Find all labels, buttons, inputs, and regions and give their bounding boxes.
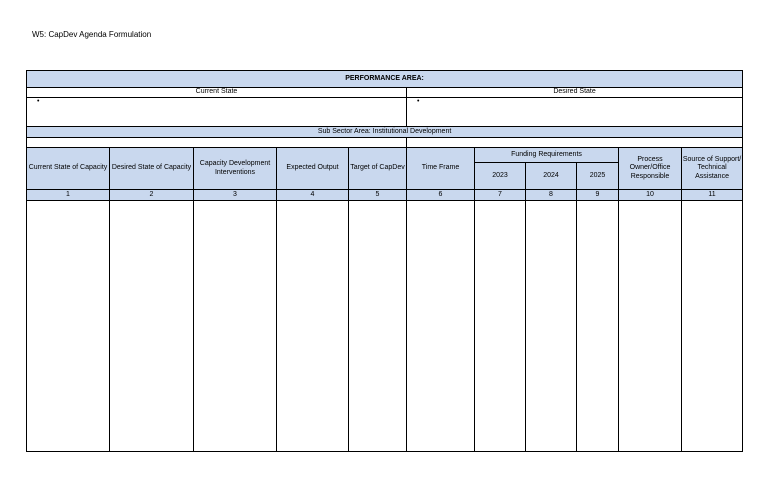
spacer-cell	[407, 138, 743, 148]
column-number: 11	[682, 190, 743, 201]
col-year-2023: 2023	[475, 163, 526, 190]
col-expected-output: Expected Output	[277, 148, 349, 190]
col-source-of-support: Source of Support/ Technical Assistance	[682, 148, 743, 190]
table-cell[interactable]	[577, 201, 619, 452]
desired-state-header: Desired State	[407, 88, 743, 98]
col-funding-requirements: Funding Requirements	[475, 148, 619, 163]
table-cell[interactable]	[682, 201, 743, 452]
column-number: 3	[194, 190, 277, 201]
column-number: 5	[349, 190, 407, 201]
table-cell[interactable]	[526, 201, 577, 452]
col-capdev-interventions: Capacity Development Interventions	[194, 148, 277, 190]
current-state-header: Current State	[27, 88, 407, 98]
column-number: 9	[577, 190, 619, 201]
table-cell[interactable]	[277, 201, 349, 452]
column-number: 1	[27, 190, 110, 201]
column-number: 10	[619, 190, 682, 201]
desired-state-cell[interactable]: •	[407, 98, 743, 127]
col-current-state: Current State of Capacity	[27, 148, 110, 190]
col-time-frame: Time Frame	[407, 148, 475, 190]
table-cell[interactable]	[619, 201, 682, 452]
capdev-agenda-table	[26, 70, 742, 452]
table-cell[interactable]	[110, 201, 194, 452]
table-cell[interactable]	[407, 201, 475, 452]
col-process-owner: Process Owner/Office Responsible	[619, 148, 682, 190]
sub-sector-area-header: Sub Sector Area: Institutional Development	[27, 127, 743, 138]
table-cell[interactable]	[349, 201, 407, 452]
column-number: 8	[526, 190, 577, 201]
col-target-of-capdev: Target of CapDev	[349, 148, 407, 190]
column-number: 2	[110, 190, 194, 201]
col-desired-state: Desired State of Capacity	[110, 148, 194, 190]
column-number: 7	[475, 190, 526, 201]
table-cell[interactable]	[475, 201, 526, 452]
document-title: W5: CapDev Agenda Formulation	[32, 30, 152, 39]
column-number: 4	[277, 190, 349, 201]
table-cell[interactable]	[194, 201, 277, 452]
col-year-2025: 2025	[577, 163, 619, 190]
column-number: 6	[407, 190, 475, 201]
current-state-cell[interactable]: •	[27, 98, 407, 127]
performance-area-header: PERFORMANCE AREA:	[27, 71, 743, 88]
col-year-2024: 2024	[526, 163, 577, 190]
table-cell[interactable]	[27, 201, 110, 452]
spacer-cell	[27, 138, 407, 148]
